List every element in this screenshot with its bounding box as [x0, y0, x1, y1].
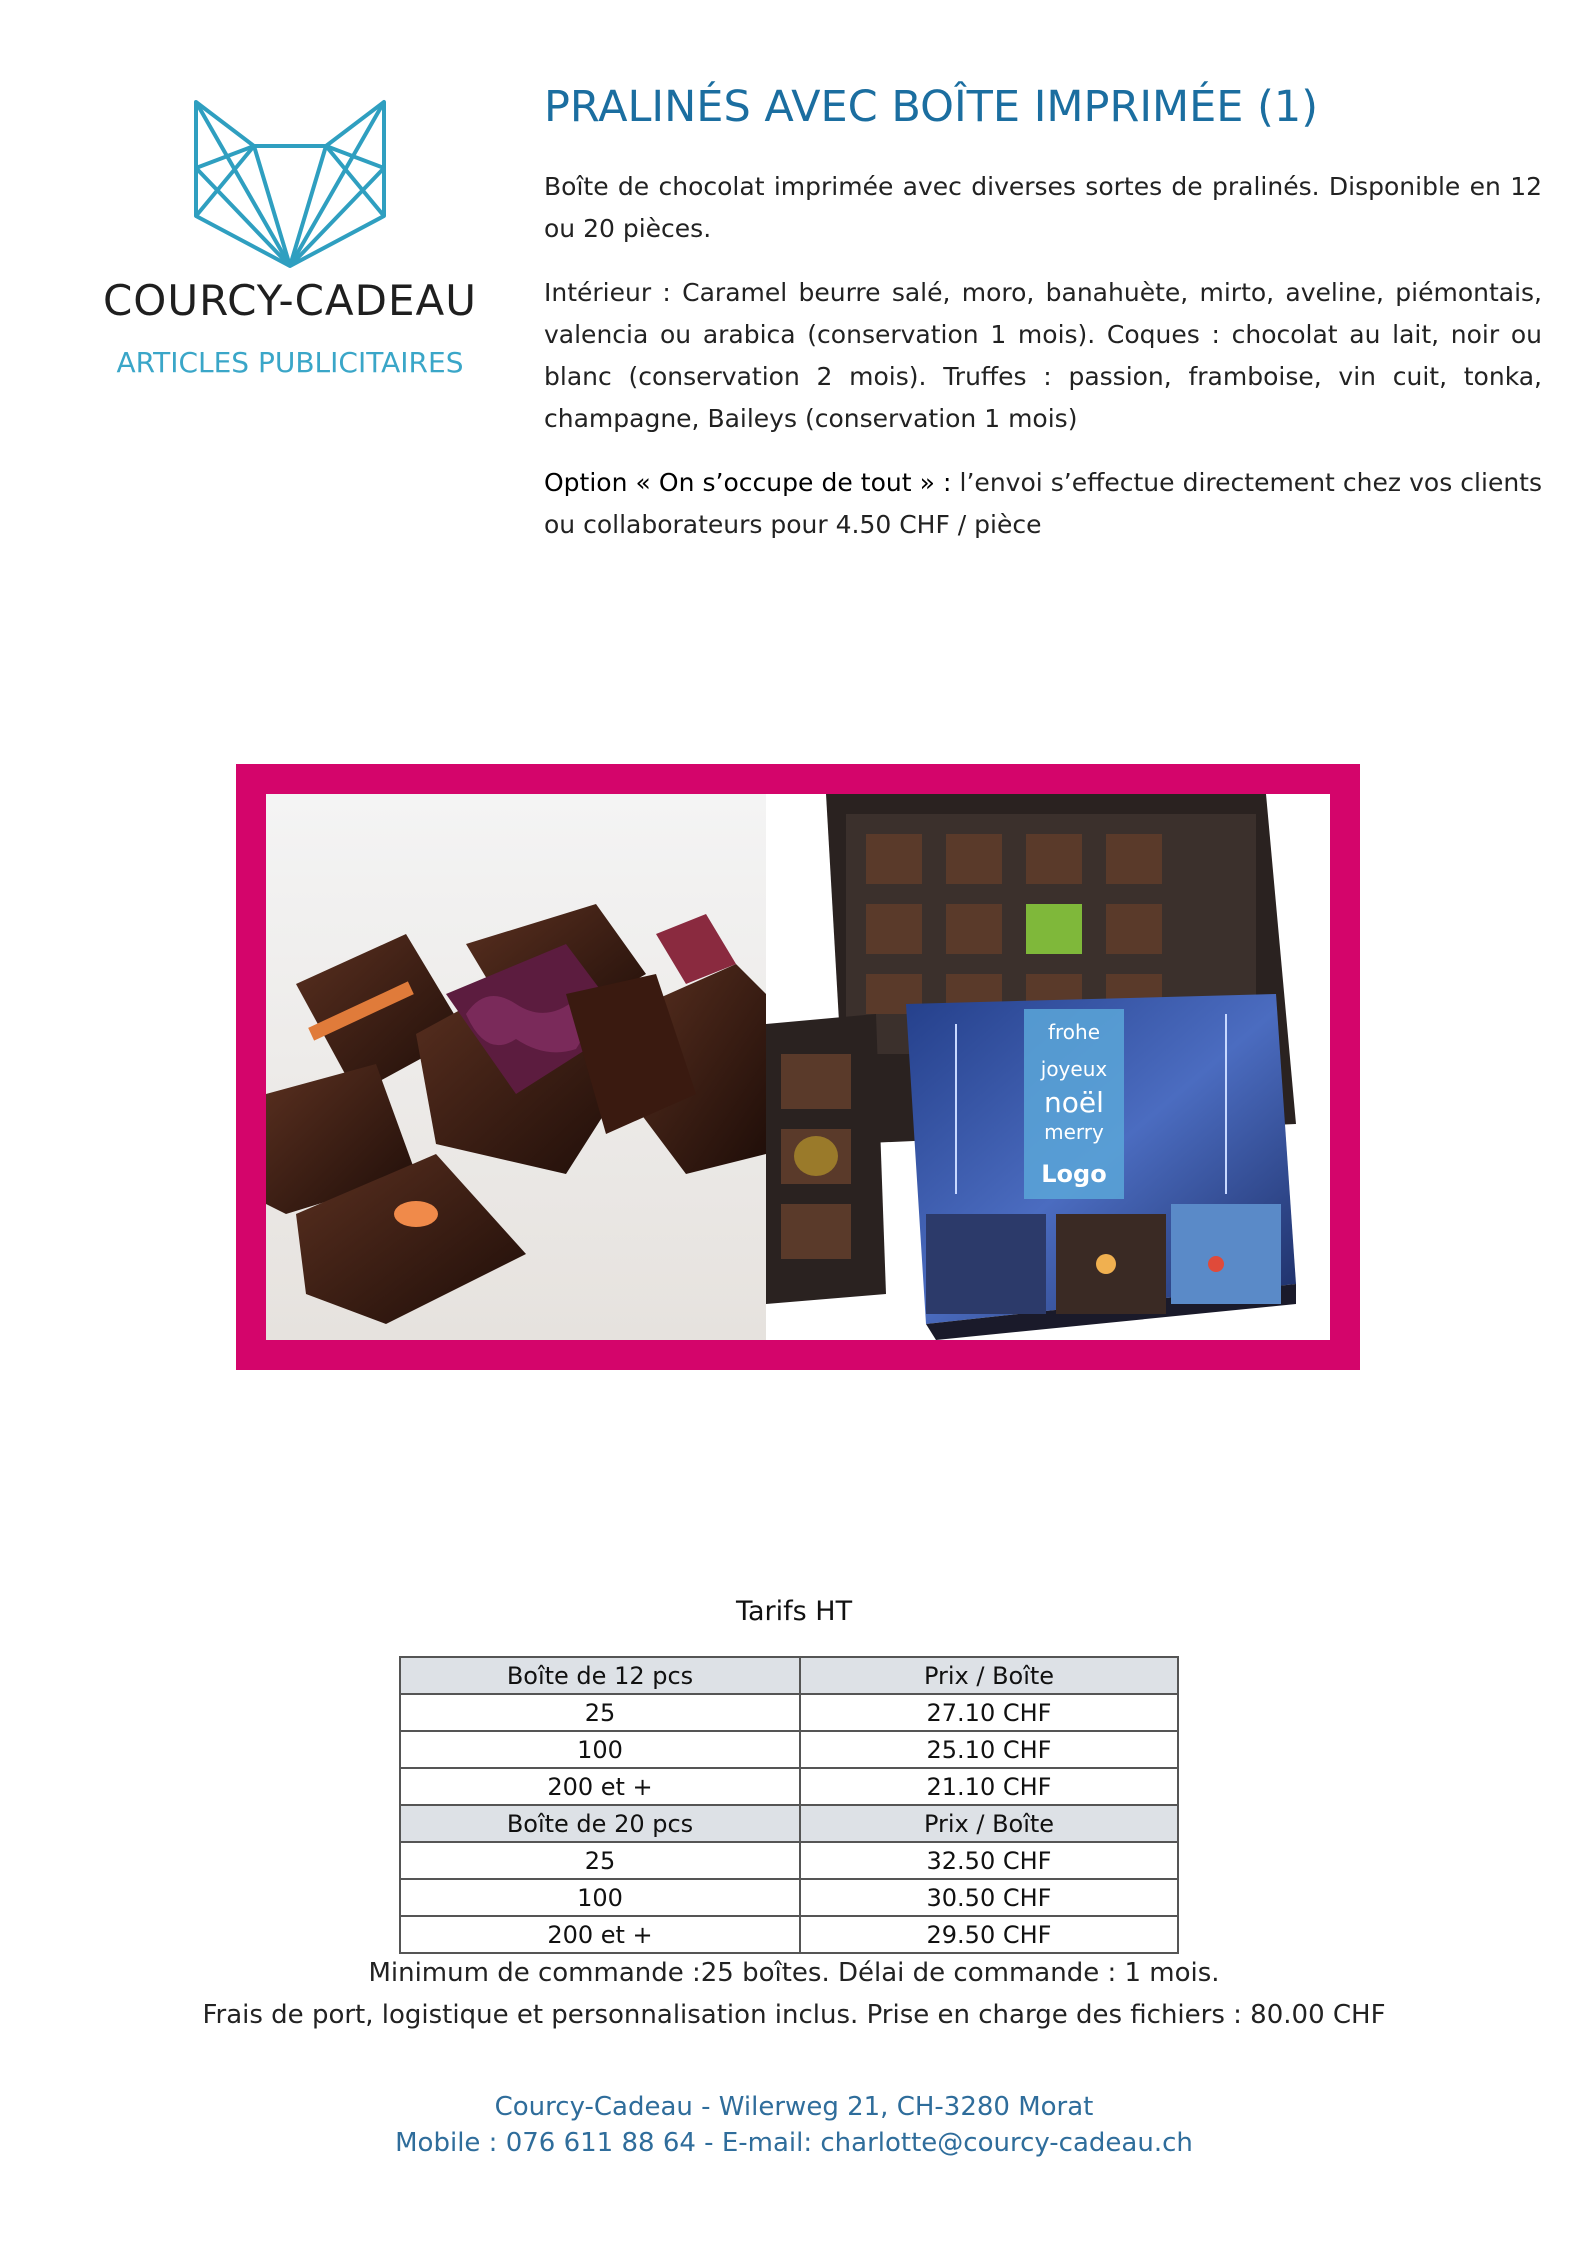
- table-header-cell: Boîte de 12 pcs: [400, 1657, 800, 1694]
- company-logo: [70, 98, 510, 388]
- product-description: [544, 166, 1542, 568]
- lid-logo-text: Logo: [1041, 1160, 1107, 1188]
- table-cell-quantity: 25: [400, 1842, 800, 1879]
- table-row: [400, 1842, 1178, 1879]
- shipping-note: Frais de port, logistique et personnalisation inclus. Prise en charge des fichiers : 80.00 CHF: [202, 2000, 1386, 2030]
- table-cell-price: 29.50 CHF: [800, 1916, 1178, 1953]
- table-header-cell: Prix / Boîte: [800, 1805, 1178, 1842]
- lid-text-1: frohe: [1047, 1020, 1101, 1044]
- option-label: Option « On s’occupe de tout » :: [544, 468, 952, 497]
- logo-name: COURCY-CADEAU: [102, 276, 478, 325]
- table-row: [400, 1768, 1178, 1805]
- interior-paragraph: Intérieur : Caramel beurre salé, moro, banahuète, mirto, aveline, piémontais, valencia ou arabica (conservation 1 mois). Coques : chocolat au lait, noir ou blanc (conservation 2 mois). Truffes : passion, framboise, vin cuit, tonka, champagne, Baileys (conservation 1 mois): [544, 278, 1542, 433]
- table-cell-quantity: 200 et +: [400, 1916, 800, 1953]
- logo-tagline: ARTICLES PUBLICITAIRES: [116, 346, 464, 379]
- pralines-image: [266, 794, 1330, 1340]
- order-minimum-note: Minimum de commande :25 boîtes. Délai de commande : 1 mois.: [368, 1958, 1220, 1988]
- table-cell-quantity: 25: [400, 1694, 800, 1731]
- table-header-cell: Boîte de 20 pcs: [400, 1805, 800, 1842]
- table-cell-price: 25.10 CHF: [800, 1731, 1178, 1768]
- option-text: l’envoi s’effectue directement chez vos clients ou collaborateurs pour 4.50 CHF / pièce: [544, 468, 1543, 539]
- pricing-table: [399, 1656, 1179, 1954]
- table-row: [400, 1694, 1178, 1731]
- table-row: [400, 1731, 1178, 1768]
- lid-text-3: noël: [1044, 1086, 1104, 1119]
- lid-text-2: joyeux: [1040, 1057, 1108, 1081]
- table-cell-quantity: 100: [400, 1879, 800, 1916]
- lid-text-4: merry: [1044, 1120, 1104, 1144]
- fox-logo-icon: [192, 98, 388, 268]
- table-header-row: [400, 1657, 1178, 1694]
- table-cell-price: 32.50 CHF: [800, 1842, 1178, 1879]
- table-row: [400, 1916, 1178, 1953]
- description-paragraph: Boîte de chocolat imprimée avec diverses sortes de pralinés. Disponible en 12 ou 20 pièces.: [544, 172, 1542, 243]
- table-cell-price: 27.10 CHF: [800, 1694, 1178, 1731]
- table-cell-quantity: 200 et +: [400, 1768, 800, 1805]
- table-row: [400, 1879, 1178, 1916]
- footer-address: Courcy-Cadeau - Wilerweg 21, CH-3280 Morat: [494, 2092, 1094, 2122]
- table-cell-price: 30.50 CHF: [800, 1879, 1178, 1916]
- table-header-row: [400, 1805, 1178, 1842]
- photo-content: [266, 794, 1330, 1340]
- table-header-cell: Prix / Boîte: [800, 1657, 1178, 1694]
- table-cell-quantity: 100: [400, 1731, 800, 1768]
- table-cell-price: 21.10 CHF: [800, 1768, 1178, 1805]
- option-paragraph: [544, 462, 1542, 546]
- product-title: PRALINÉS AVEC BOÎTE IMPRIMÉE (1): [544, 82, 1319, 132]
- pricing-title: Tarifs HT: [735, 1596, 853, 1627]
- product-photo: [236, 764, 1360, 1370]
- footer-contact: Mobile : 076 611 88 64 - E-mail: charlotte@courcy-cadeau.ch: [395, 2128, 1193, 2158]
